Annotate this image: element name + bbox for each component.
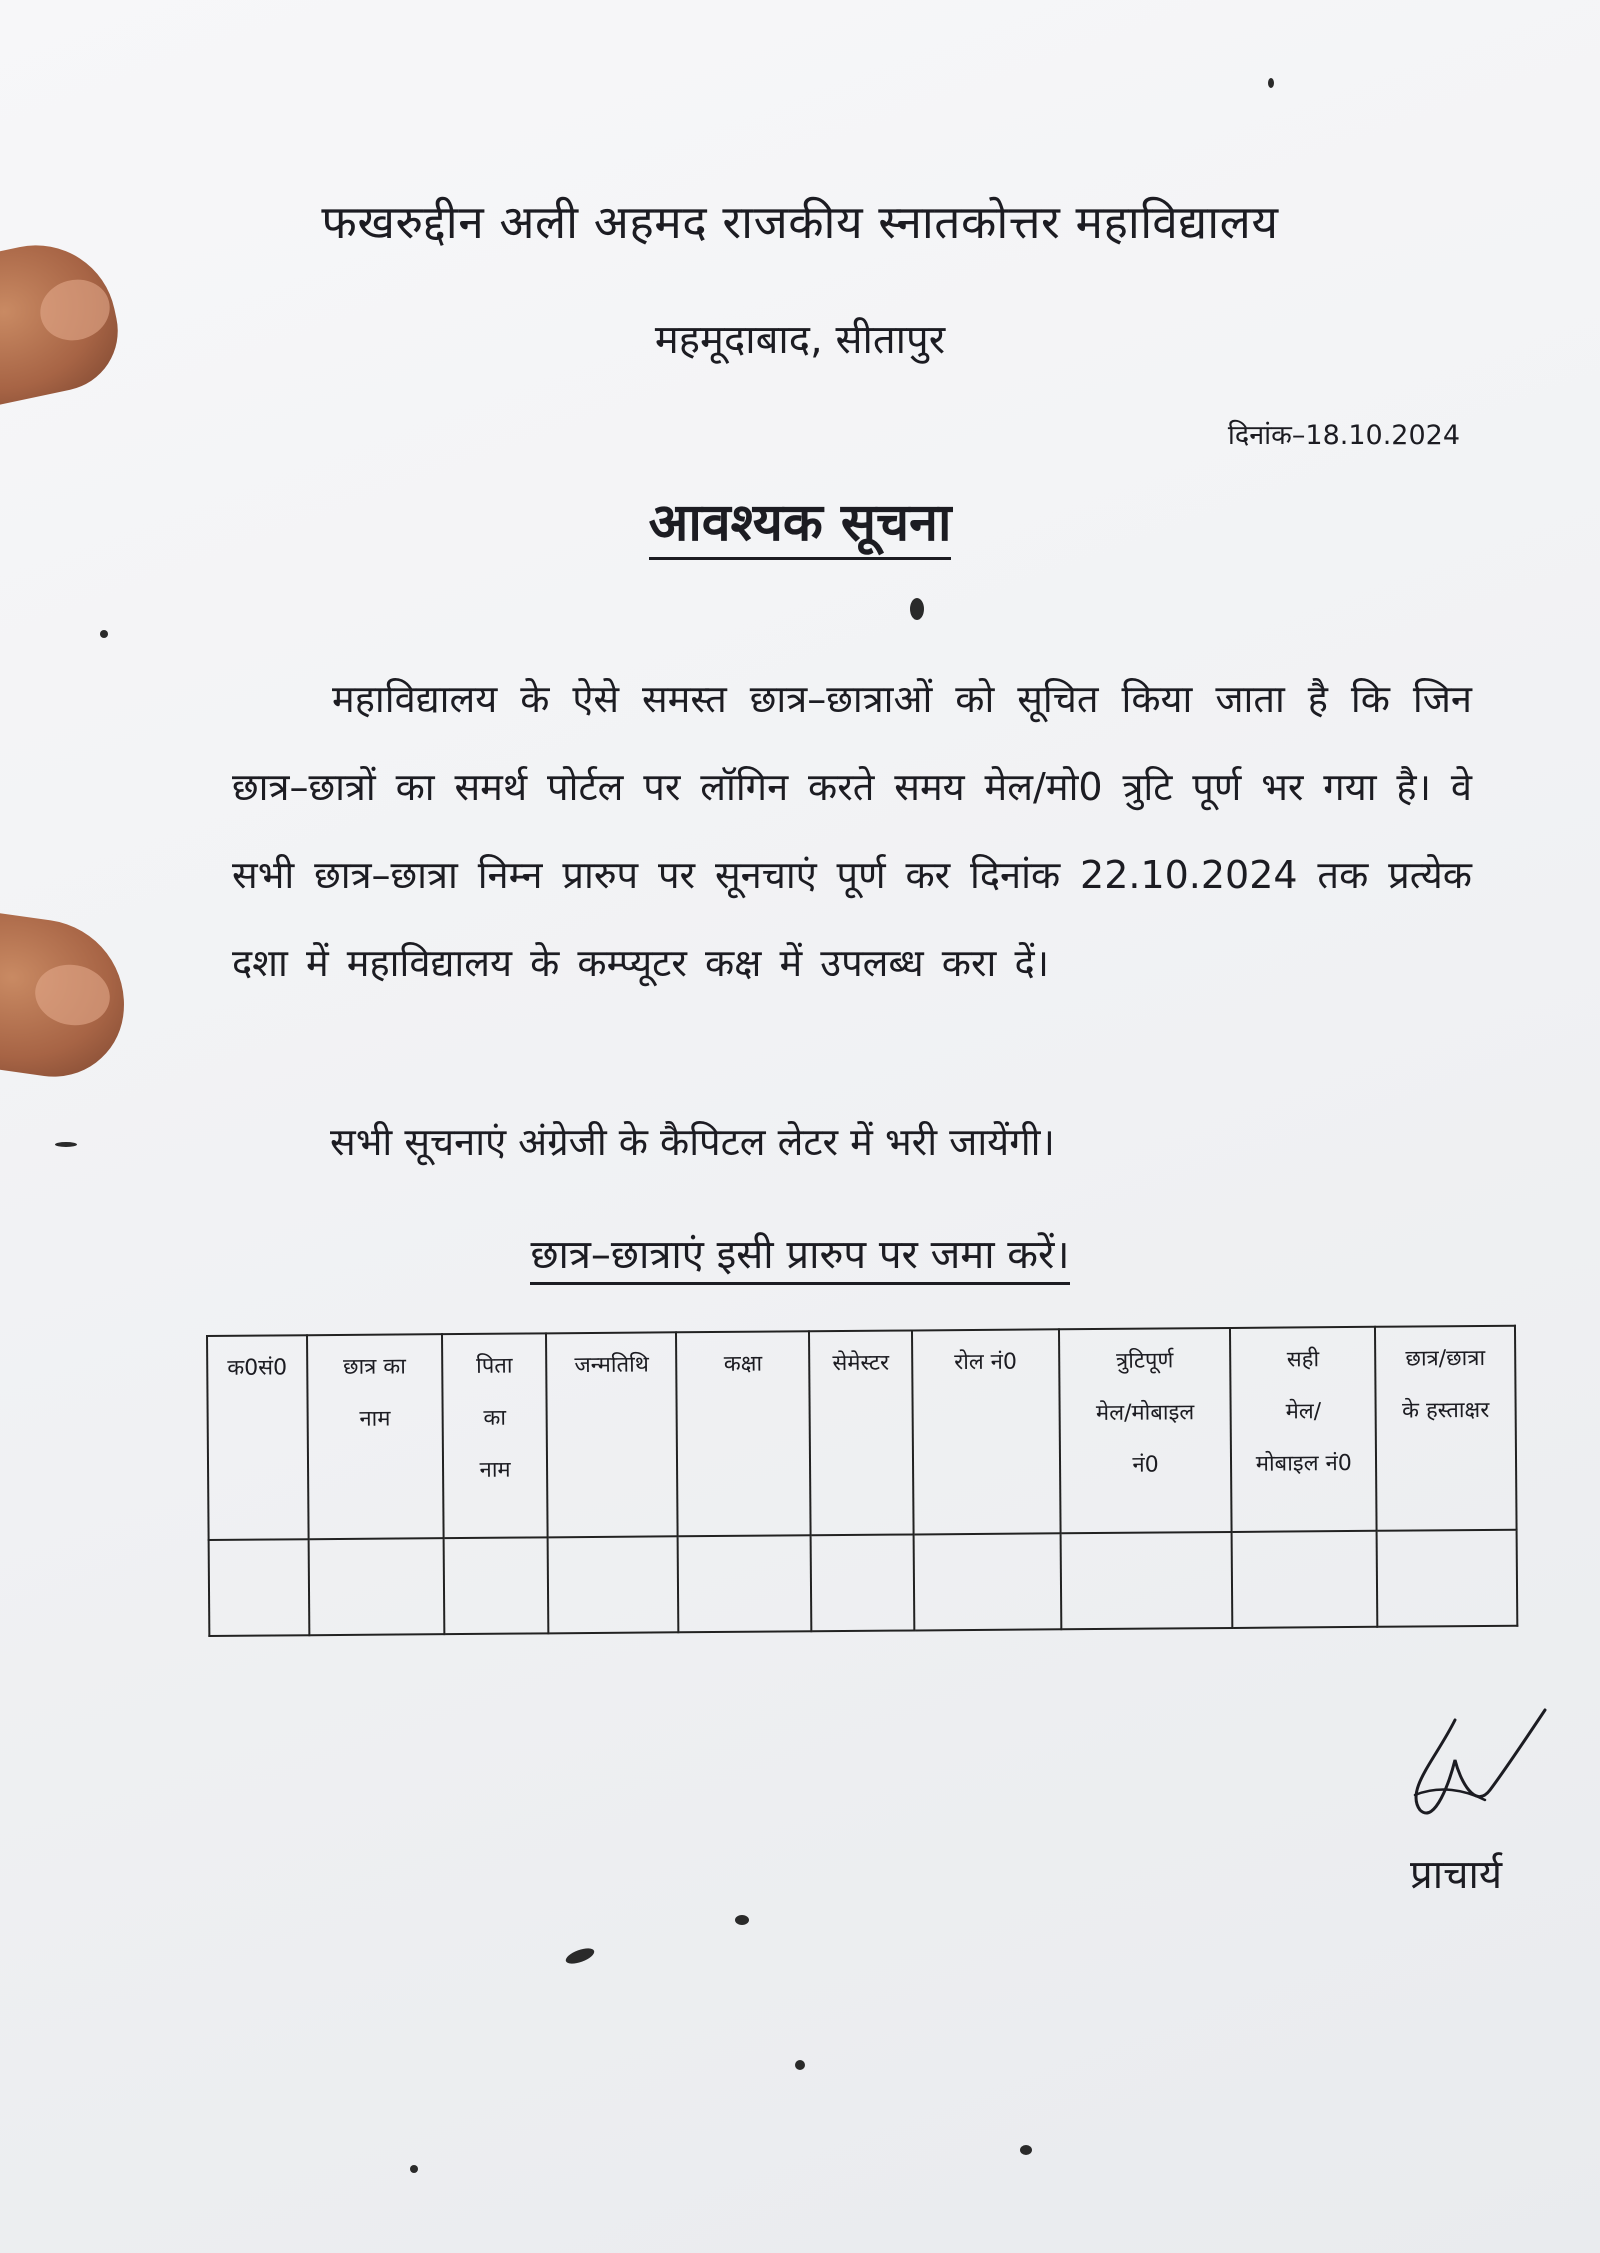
- table-row: [209, 1530, 1518, 1636]
- column-header: [1375, 1326, 1516, 1531]
- college-location: महमूदाबाद, सीतापुर: [654, 317, 946, 363]
- capital-letter-note: सभी सूचनाएं अंग्रेजी के कैपिटल लेटर में भरी जायेंगी।: [330, 1120, 1055, 1164]
- table-cell: [914, 1533, 1061, 1630]
- column-header-line: सही: [1286, 1347, 1320, 1373]
- column-header-line: नं0: [1132, 1452, 1159, 1478]
- notice-body: महाविद्यालय के ऐसे समस्त छात्र–छात्राओं को सूचित किया जाता है कि जिन छात्र–छात्रों का समर्थ पोर्टल पर लॉगिन करते समय मेल/मो0 त्रुटि पूर्ण भर गया है। वे सभी छात्र–छात्रा निम्न प्रारुप पर सूनचाएं पूर्ण कर दिनांक 22.10.2024 तक प्रत्येक दशा में महाविद्यालय के कम्प्यूटर कक्ष में उपलब्ध करा दें।: [232, 677, 1472, 985]
- ink-speck: [735, 1915, 749, 1925]
- column-header-line: मेल/मोबाइल: [1095, 1400, 1195, 1427]
- column-header-line: छात्र/छात्रा: [1405, 1345, 1486, 1372]
- column-header-line: नाम: [479, 1457, 511, 1483]
- notice-title-text: आवश्यक सूचना: [649, 493, 952, 560]
- column-header-line: पिता: [475, 1353, 513, 1379]
- column-header: [546, 1332, 677, 1537]
- table-cell: [1377, 1530, 1518, 1627]
- ink-speck: [564, 1945, 596, 1967]
- column-header-line: त्रुटिपूर्ण: [1115, 1348, 1174, 1374]
- college-name: फखरुद्दीन अली अहमद राजकीय स्नातकोत्तर महाविद्यालय: [321, 195, 1279, 249]
- ink-speck: [410, 2165, 418, 2173]
- ink-speck: [910, 598, 924, 620]
- table-cell: [1060, 1532, 1232, 1629]
- column-header-line: नाम: [359, 1406, 391, 1432]
- ink-speck: [100, 630, 108, 638]
- column-header: [1059, 1328, 1232, 1533]
- form-heading: [0, 1225, 1600, 1280]
- table-cell: [209, 1539, 310, 1636]
- column-header: [809, 1330, 913, 1535]
- ink-speck: [795, 2060, 805, 2070]
- submission-form-table: [206, 1325, 1518, 1637]
- column-header-line: के हस्ताक्षर: [1402, 1397, 1490, 1424]
- principal-designation: प्राचार्य: [1410, 1852, 1503, 1898]
- form-heading-text: छात्र–छात्राएं इसी प्रारुप पर जमा करें।: [530, 1232, 1069, 1285]
- table-cell: [1232, 1531, 1378, 1628]
- column-header: [912, 1329, 1060, 1534]
- table-cell: [548, 1536, 679, 1633]
- column-header: [1230, 1327, 1376, 1532]
- column-header: [207, 1335, 309, 1540]
- table-cell: [811, 1534, 915, 1631]
- column-header: [442, 1333, 548, 1538]
- ink-speck: [1020, 2145, 1032, 2155]
- column-header-line: रोल नं0: [954, 1349, 1018, 1376]
- notice-title: [0, 485, 1600, 556]
- column-header-line: मोबाइल नं0: [1255, 1451, 1352, 1477]
- column-header-line: सेमेस्टर: [832, 1350, 890, 1377]
- table-cell: [443, 1537, 549, 1634]
- ink-speck: [55, 1142, 77, 1147]
- column-header-line: मेल/: [1285, 1399, 1322, 1425]
- column-header-line: छात्र का: [343, 1354, 407, 1380]
- column-header: [307, 1334, 443, 1539]
- principal-signature: [1395, 1700, 1565, 1850]
- table-header-row: [207, 1326, 1517, 1540]
- table-cell: [309, 1538, 444, 1635]
- table-cell: [678, 1535, 811, 1632]
- notice-date: दिनांक–18.10.2024: [1227, 420, 1460, 451]
- column-header-line: क0सं0: [227, 1355, 288, 1381]
- column-header-line: कक्षा: [723, 1351, 763, 1377]
- column-header-line: जन्मतिथि: [574, 1352, 649, 1379]
- column-header: [676, 1331, 810, 1536]
- column-header-line: का: [483, 1405, 507, 1431]
- ink-speck: [1268, 78, 1274, 88]
